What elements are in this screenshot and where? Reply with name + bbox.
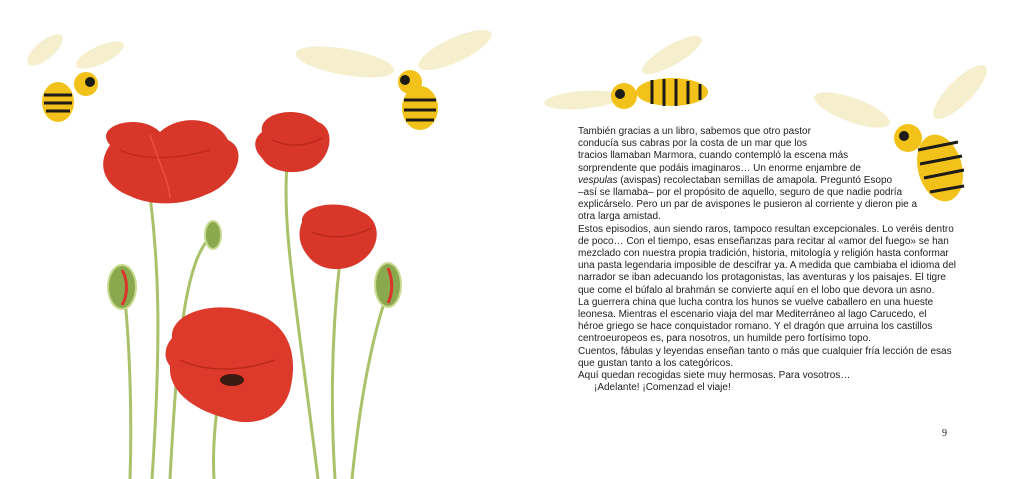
text-line: narrador se iban adecuando los protagonistas, las aventuras y los paisajes. El tigre xyxy=(578,272,946,284)
text-line: mezclado con nuestra propia tradición, historia, mitología y religión hasta conformar xyxy=(578,248,949,260)
text-line: –así se llamaba– por el propósito de aquello, seguro de que nadie podría xyxy=(578,187,903,199)
text-line: de poco… Con el tiempo, esas enseñanzas para recitar al «amor del fuego» se han xyxy=(578,235,949,247)
text-line-with-italic xyxy=(578,175,978,187)
text-line: La guerrera china que lucha contra los hunos se vuelve caballero en una hueste xyxy=(578,296,934,308)
text-line: También gracias a un libro, sabemos que otro pastor xyxy=(578,126,811,137)
right-page xyxy=(512,0,1024,479)
text-line: héroe griego se hace conquistador romano. Y el dragón que arruina los castillos xyxy=(578,321,933,333)
text-line: otra larga amistad. xyxy=(578,211,661,223)
body-text xyxy=(578,126,978,394)
poppy-large-left xyxy=(103,120,238,203)
text-line: leonesa. Mientras el escenario viaja del mar Mediterráneo al lago Carucedo, el xyxy=(578,309,927,321)
text-line: conducía sus cabras por la costa de un mar que los xyxy=(578,138,808,150)
page-number: 9 xyxy=(942,428,947,439)
italic-term: vespulas xyxy=(578,174,618,186)
poppy-middle-right xyxy=(300,205,377,270)
poppy-top-right xyxy=(255,112,329,172)
text-line: Aquí quedan recogidas siete muy hermosas. Para vosotros… xyxy=(578,370,851,382)
text-line: Estos episodios, aun siendo raros, tampoco resultan excepcionales. Lo veréis dentro xyxy=(578,223,954,235)
poppy-open-bottom xyxy=(166,307,294,422)
wasp-flying-left xyxy=(543,29,708,112)
text-line: una pasta legendaria imposible de descifrar ya. A medida que cambiaba el idioma del xyxy=(578,260,957,272)
text-span: (avispas) recolectaban semillas de amapola. Preguntó Esopo xyxy=(617,174,893,186)
text-line: tracios llamaban Marmora, cuando contempló la escena más xyxy=(578,150,849,162)
wasp-top-center xyxy=(294,22,497,130)
text-line: sorprendente que podáis imaginaros… Un enorme enjambre de xyxy=(578,162,861,174)
text-line: que gustan tanto a los categóricos. xyxy=(578,357,734,369)
text-line: que come el búfalo al brahmán se convierte aquí en el lobo que devora un asno. xyxy=(578,284,935,296)
text-line: Cuentos, fábulas y leyendas enseñan tanto o más que cualquier fría lección de esas xyxy=(578,345,952,357)
text-line: explicárselo. Pero un par de avispones le pusieron al corriente y dieron pie a xyxy=(578,199,918,211)
text-line: centroeuropeos es, para nosotros, un humilde pero fortísimo topo. xyxy=(578,333,871,345)
text-line: ¡Adelante! ¡Comenzad el viaje! xyxy=(594,382,731,394)
wasp-top-left xyxy=(22,29,127,122)
